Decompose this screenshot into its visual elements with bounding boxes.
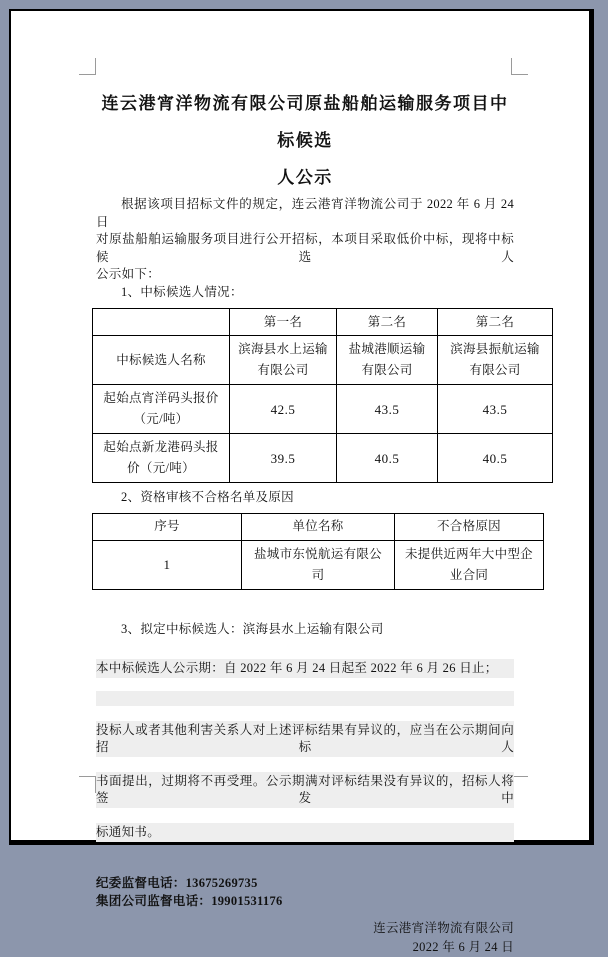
section-3-heading: 3、拟定中标候选人：滨海县水上运输有限公司: [121, 621, 384, 636]
text-boundary-mark-top-right: [511, 58, 528, 75]
table-row-disqualified-1: [93, 540, 544, 589]
document-content: [96, 75, 540, 957]
winning-candidates-table: [92, 308, 553, 483]
candidate-3-name: 滨海县振航运输有限公司: [438, 336, 553, 385]
table-header-row: [93, 309, 553, 336]
objection-line-2: 书面提出，过期将不再受理。公示期满对评标结果没有异议的，招标人将签发中: [96, 772, 514, 808]
intro-paragraph: [96, 196, 514, 284]
highlighted-empty-line: [96, 691, 514, 706]
page-title: [96, 85, 514, 196]
signature-company: 连云港宵洋物流有限公司: [373, 921, 514, 935]
candidate-2-name: 盐城港顺运输有限公司: [337, 336, 438, 385]
price-value: 42.5: [230, 385, 337, 434]
table-row-xinlonggang-wharf-price: [93, 434, 553, 483]
candidate-1-name: 滨海县水上运输有限公司: [230, 336, 337, 385]
group-company-phone: 集团公司监督电话：19901531176: [96, 893, 283, 908]
notice-period-line: 本中标候选人公示期：自 2022 年 6 月 24 日起至 2022 年 6 月 26 日止；: [96, 659, 514, 678]
objection-paragraph: [96, 721, 514, 842]
signature-block: [96, 919, 514, 957]
unit-name: 盐城市东悦航运有限公司: [242, 540, 395, 589]
disqualified-bidders-table: [92, 513, 544, 590]
header-cell-unit-name: 单位名称: [242, 513, 395, 540]
discipline-committee-phone: 纪委监督电话：13675269735: [96, 876, 258, 890]
header-cell-reason: 不合格原因: [395, 513, 544, 540]
intro-line-1: 根据该项目招标文件的规定，连云港宵洋物流公司于 2022 年 6 月 24 日: [96, 197, 514, 229]
intro-line-2: 对原盐船舶运输服务项目进行公开招标，本项目采取低价中标，现将中标候选人: [96, 232, 514, 264]
page-title-line-1: 连云港宵洋物流有限公司原盐船舶运输服务项目中标候选: [101, 94, 509, 150]
price-value: 39.5: [230, 434, 337, 483]
table-header-row: [93, 513, 544, 540]
header-cell-empty: [93, 309, 230, 336]
header-cell-serial-number: 序号: [93, 513, 242, 540]
table-row-xiaoyang-wharf-price: [93, 385, 553, 434]
document-page: [9, 9, 594, 954]
row-label: 中标候选人名称: [93, 336, 230, 385]
intro-line-3: 公示如下：: [96, 267, 161, 281]
signature-date: 2022 年 6 月 24 日: [412, 940, 514, 954]
table-row-candidate-names: [93, 336, 553, 385]
price-value: 40.5: [438, 434, 553, 483]
text-boundary-mark-bottom-left: [79, 776, 96, 793]
price-value: 43.5: [438, 385, 553, 434]
price-value: 40.5: [337, 434, 438, 483]
header-cell-first-place: 第一名: [230, 309, 337, 336]
section-1-heading: 1、中标候选人情况：: [121, 284, 243, 299]
price-value: 43.5: [337, 385, 438, 434]
row-label: 起始点宵洋码头报价（元/吨）: [93, 385, 230, 434]
page-title-line-2: 人公示: [277, 168, 333, 187]
text-boundary-mark-top-left: [79, 58, 96, 75]
header-cell-second-place: 第二名: [337, 309, 438, 336]
serial-number: 1: [93, 540, 242, 589]
objection-line-3: 标通知书。: [96, 823, 514, 842]
section-2-heading: 2、资格审核不合格名单及原因: [121, 490, 294, 504]
objection-line-1: 投标人或者其他利害关系人对上述评标结果有异议的，应当在公示期间向招标人: [96, 721, 514, 757]
disqualification-reason: 未提供近两年大中型企业合同: [395, 540, 544, 589]
supervision-contacts: [96, 875, 514, 910]
header-cell-third-place: 第二名: [438, 309, 553, 336]
row-label: 起始点新龙港码头报价（元/吨）: [93, 434, 230, 483]
